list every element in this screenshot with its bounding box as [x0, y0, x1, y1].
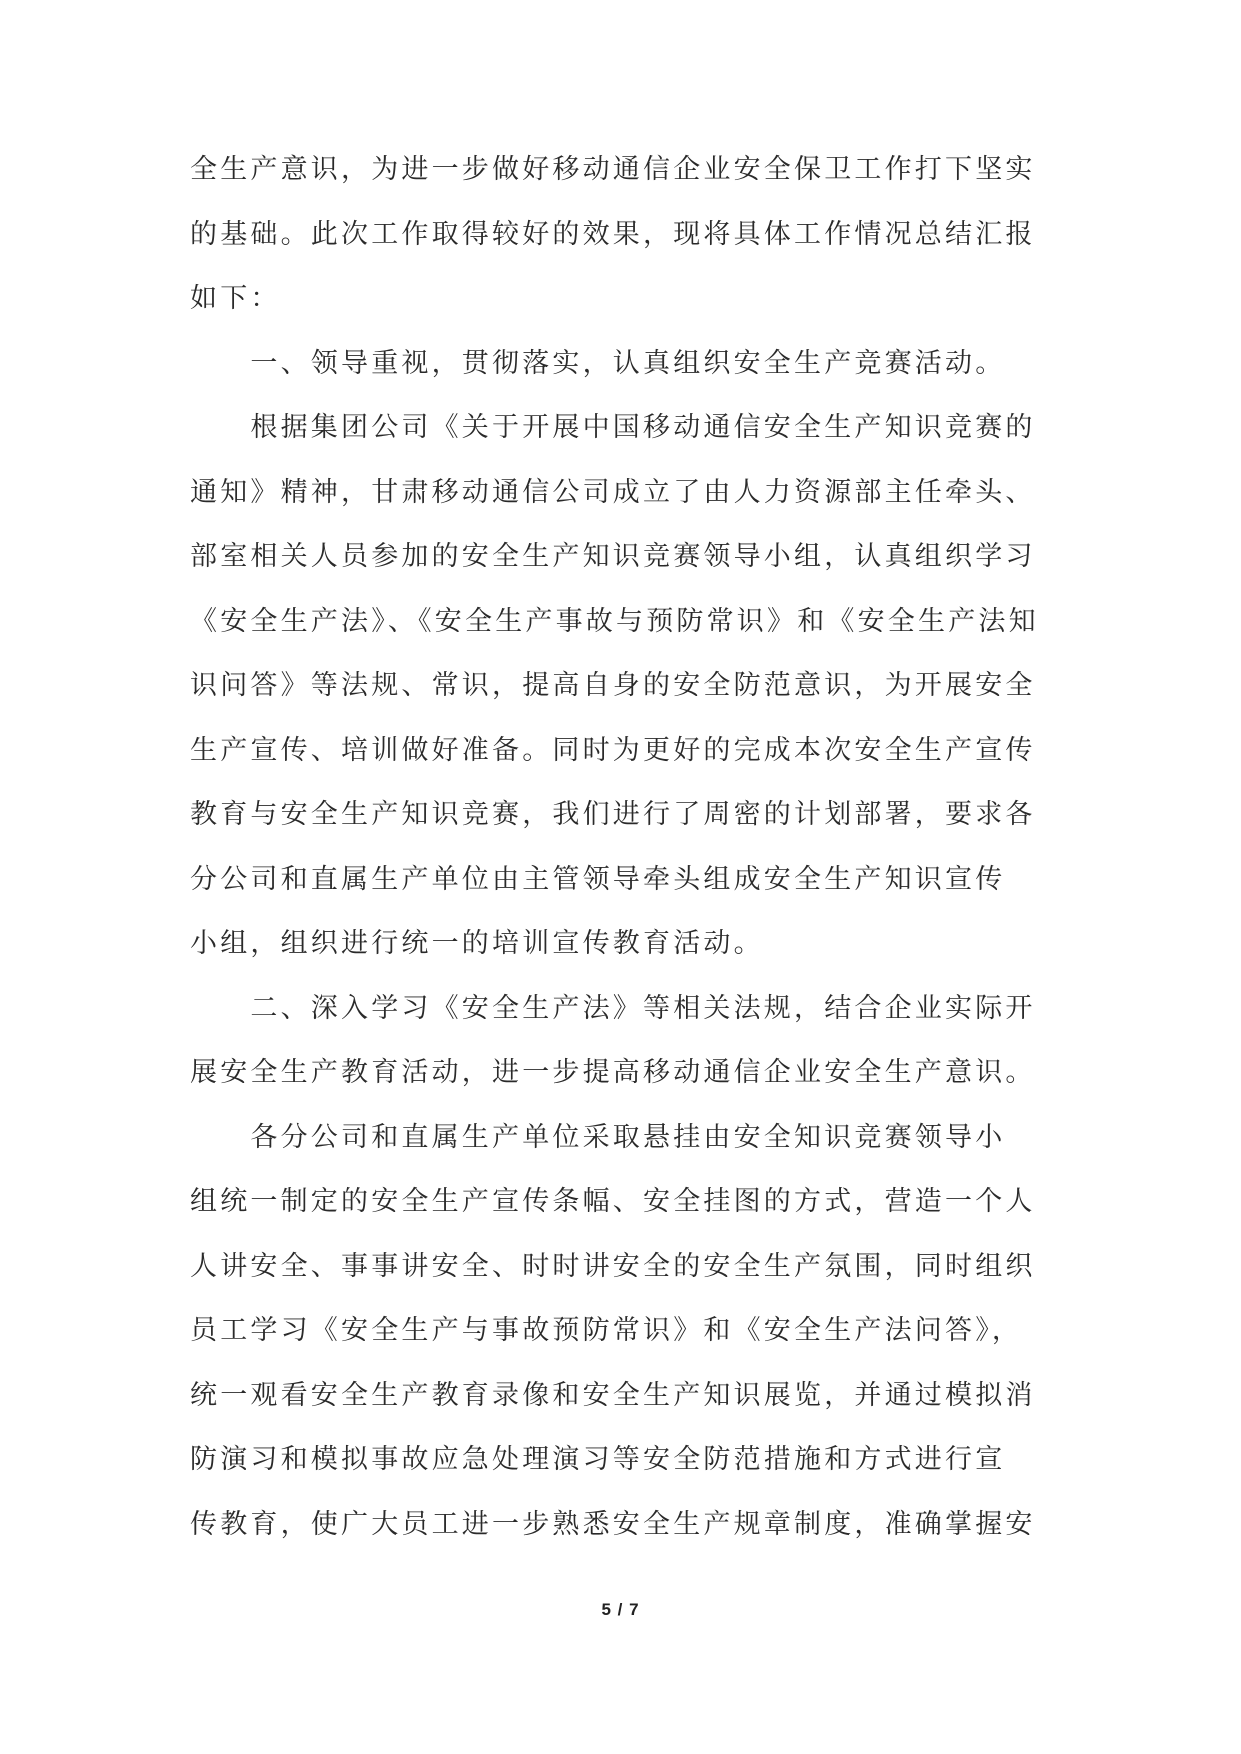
text-line: 通知》精神，甘肃移动通信公司成立了由人力资源部主任牵头、 [190, 476, 1036, 508]
text-line: 组统一制定的安全生产宣传条幅、安全挂图的方式，营造一个人 [190, 1186, 1036, 1217]
text-line: 传教育，使广大员工进一步熟悉安全生产规章制度，准确掌握安 [190, 1508, 1036, 1540]
text-line: 生产宣传、培训做好准备。同时为更好的完成本次安全生产宣传 [190, 734, 1036, 766]
section-heading-1: 一、领导重视，贯彻落实，认真组织安全生产竞赛活动。 [190, 347, 1006, 379]
page-number: 5 / 7 [601, 1600, 640, 1619]
text-line: 教育与安全生产知识竞赛，我们进行了周密的计划部署，要求各 [190, 799, 1036, 830]
text-line: 人讲安全、事事讲安全、时时讲安全的安全生产氛围，同时组织 [190, 1250, 1036, 1282]
text-line: 统一观看安全生产教育录像和安全生产知识展览，并通过模拟消 [190, 1379, 1036, 1411]
text-line: 小组，组织进行统一的培训宣传教育活动。 [190, 928, 764, 959]
text-line: 全生产意识，为进一步做好移动通信企业安全保卫工作打下坚实 [190, 154, 1036, 185]
text-line: 识问答》等法规、常识，提高自身的安全防范意识，为开展安全 [190, 670, 1036, 701]
section-heading-2: 二、深入学习《安全生产法》等相关法规，结合企业实际开 [190, 992, 1036, 1024]
document-body [190, 138, 1050, 1557]
text-line: 展安全生产教育活动，进一步提高移动通信企业安全生产意识。 [190, 1057, 1036, 1088]
text-line: 《安全生产法》、《安全生产事故与预防常识》和《安全生产法知 [190, 605, 1039, 637]
text-line: 防演习和模拟事故应急处理演习等安全防范措施和方式进行宣 [190, 1444, 1006, 1475]
text-line: 的基础。此次工作取得较好的效果，现将具体工作情况总结汇报 [190, 218, 1036, 250]
text-line: 部室相关人员参加的安全生产知识竞赛领导小组，认真组织学习 [190, 541, 1036, 572]
text-line: 各分公司和直属生产单位采取悬挂由安全知识竞赛领导小 [190, 1121, 1006, 1153]
text-line: 根据集团公司《关于开展中国移动通信安全生产知识竞赛的 [190, 412, 1036, 443]
text-line: 员工学习《安全生产与事故预防常识》和《安全生产法问答》， [190, 1315, 1023, 1346]
text-line: 分公司和直属生产单位由主管领导牵头组成安全生产知识宣传 [190, 863, 1006, 895]
text-line: 如下： [190, 283, 281, 314]
